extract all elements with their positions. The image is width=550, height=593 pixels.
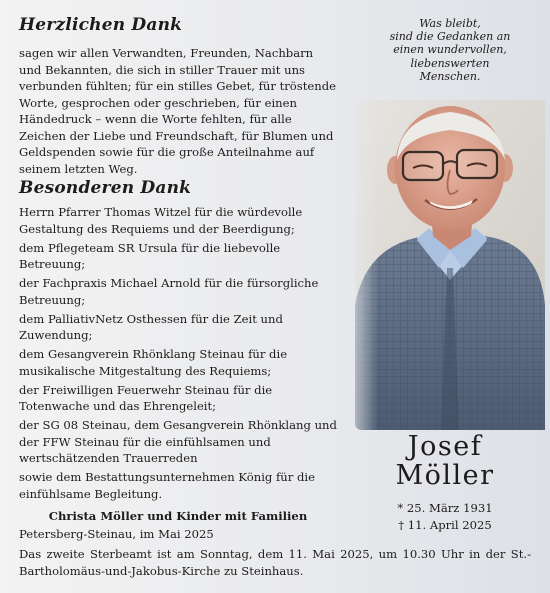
quote-line: einen wundervollen, bbox=[393, 43, 507, 57]
thanks-item: dem Gesangverein Rhönklang Steinau für die musikalische Mitgestaltung des Requiems; bbox=[19, 347, 288, 378]
death-date: † 11. April 2025 bbox=[398, 517, 492, 532]
special-thanks-list bbox=[19, 204, 337, 502]
deceased-name bbox=[370, 432, 520, 490]
thanks-item: der Fachpraxis Michael Arnold für die fürsorgliche Betreuung; bbox=[19, 276, 319, 307]
thanks-item: Herrn Pfarrer Thomas Witzel für die würdevolle Gestaltung des Requiems und der Beerdigung; bbox=[19, 205, 303, 236]
quote-line: sind die Gedanken an bbox=[389, 30, 511, 44]
life-dates bbox=[375, 500, 515, 533]
portrait-photo bbox=[355, 100, 545, 430]
thanks-item: der SG 08 Steinau, dem Gesangverein Rhönklang und der FFW Steinau für die einfühlsamen und wertschätzenden Trauerreden bbox=[19, 418, 337, 465]
memorial-quote bbox=[380, 17, 520, 83]
first-name: Josef bbox=[407, 431, 483, 462]
place-date: Petersberg-Steinau, im Mai 2025 bbox=[19, 527, 214, 541]
service-notice: Das zweite Sterbeamt ist am Sonntag, dem 11. Mai 2025, um 10.30 Uhr in der St.-Bartholomäus-und-Jakobus-Kirche zu Steinhaus. bbox=[19, 547, 531, 578]
thanks-column bbox=[19, 14, 337, 523]
quote-line: Was bleibt, bbox=[419, 17, 481, 30]
quote-line: liebenswerten bbox=[410, 56, 490, 70]
quote-line: Menschen. bbox=[419, 69, 481, 83]
thanks-item: der Freiwilligen Feuerwehr Steinau für die Totenwache und das Ehrengeleit; bbox=[19, 382, 273, 413]
thanks-item: sowie dem Bestattungsunternehmen König für die einfühlsame Begleitung. bbox=[19, 470, 315, 501]
family-signature: Christa Möller und Kinder mit Familien bbox=[48, 509, 308, 523]
last-name: Möller bbox=[395, 460, 495, 491]
thanks-item: dem Pflegeteam SR Ursula für die liebevolle Betreuung; bbox=[19, 240, 281, 271]
heading-herzlichen-dank: Herzlichen Dank bbox=[19, 15, 183, 35]
thanks-paragraph: sagen wir allen Verwandten, Freunden, Nachbarn und Bekannten, die sich in stiller Trauer mit uns verbunden fühlten; für ein stilles Gebet, für tröstende Worte, gesprochen oder geschrieben, für einen Händedruck – wenn die Worte fehlten, für alle Zeichen der Liebe und Freundschaft, für Blumen und Geldspenden sowie für die große Anteilnahme auf seinem letzten Weg. bbox=[19, 46, 337, 176]
heading-besonderen-dank: Besonderen Dank bbox=[19, 178, 192, 198]
birth-date: * 25. März 1931 bbox=[397, 501, 493, 515]
thanks-item: dem PalliativNetz Osthessen für die Zeit und Zuwendung; bbox=[19, 311, 283, 342]
